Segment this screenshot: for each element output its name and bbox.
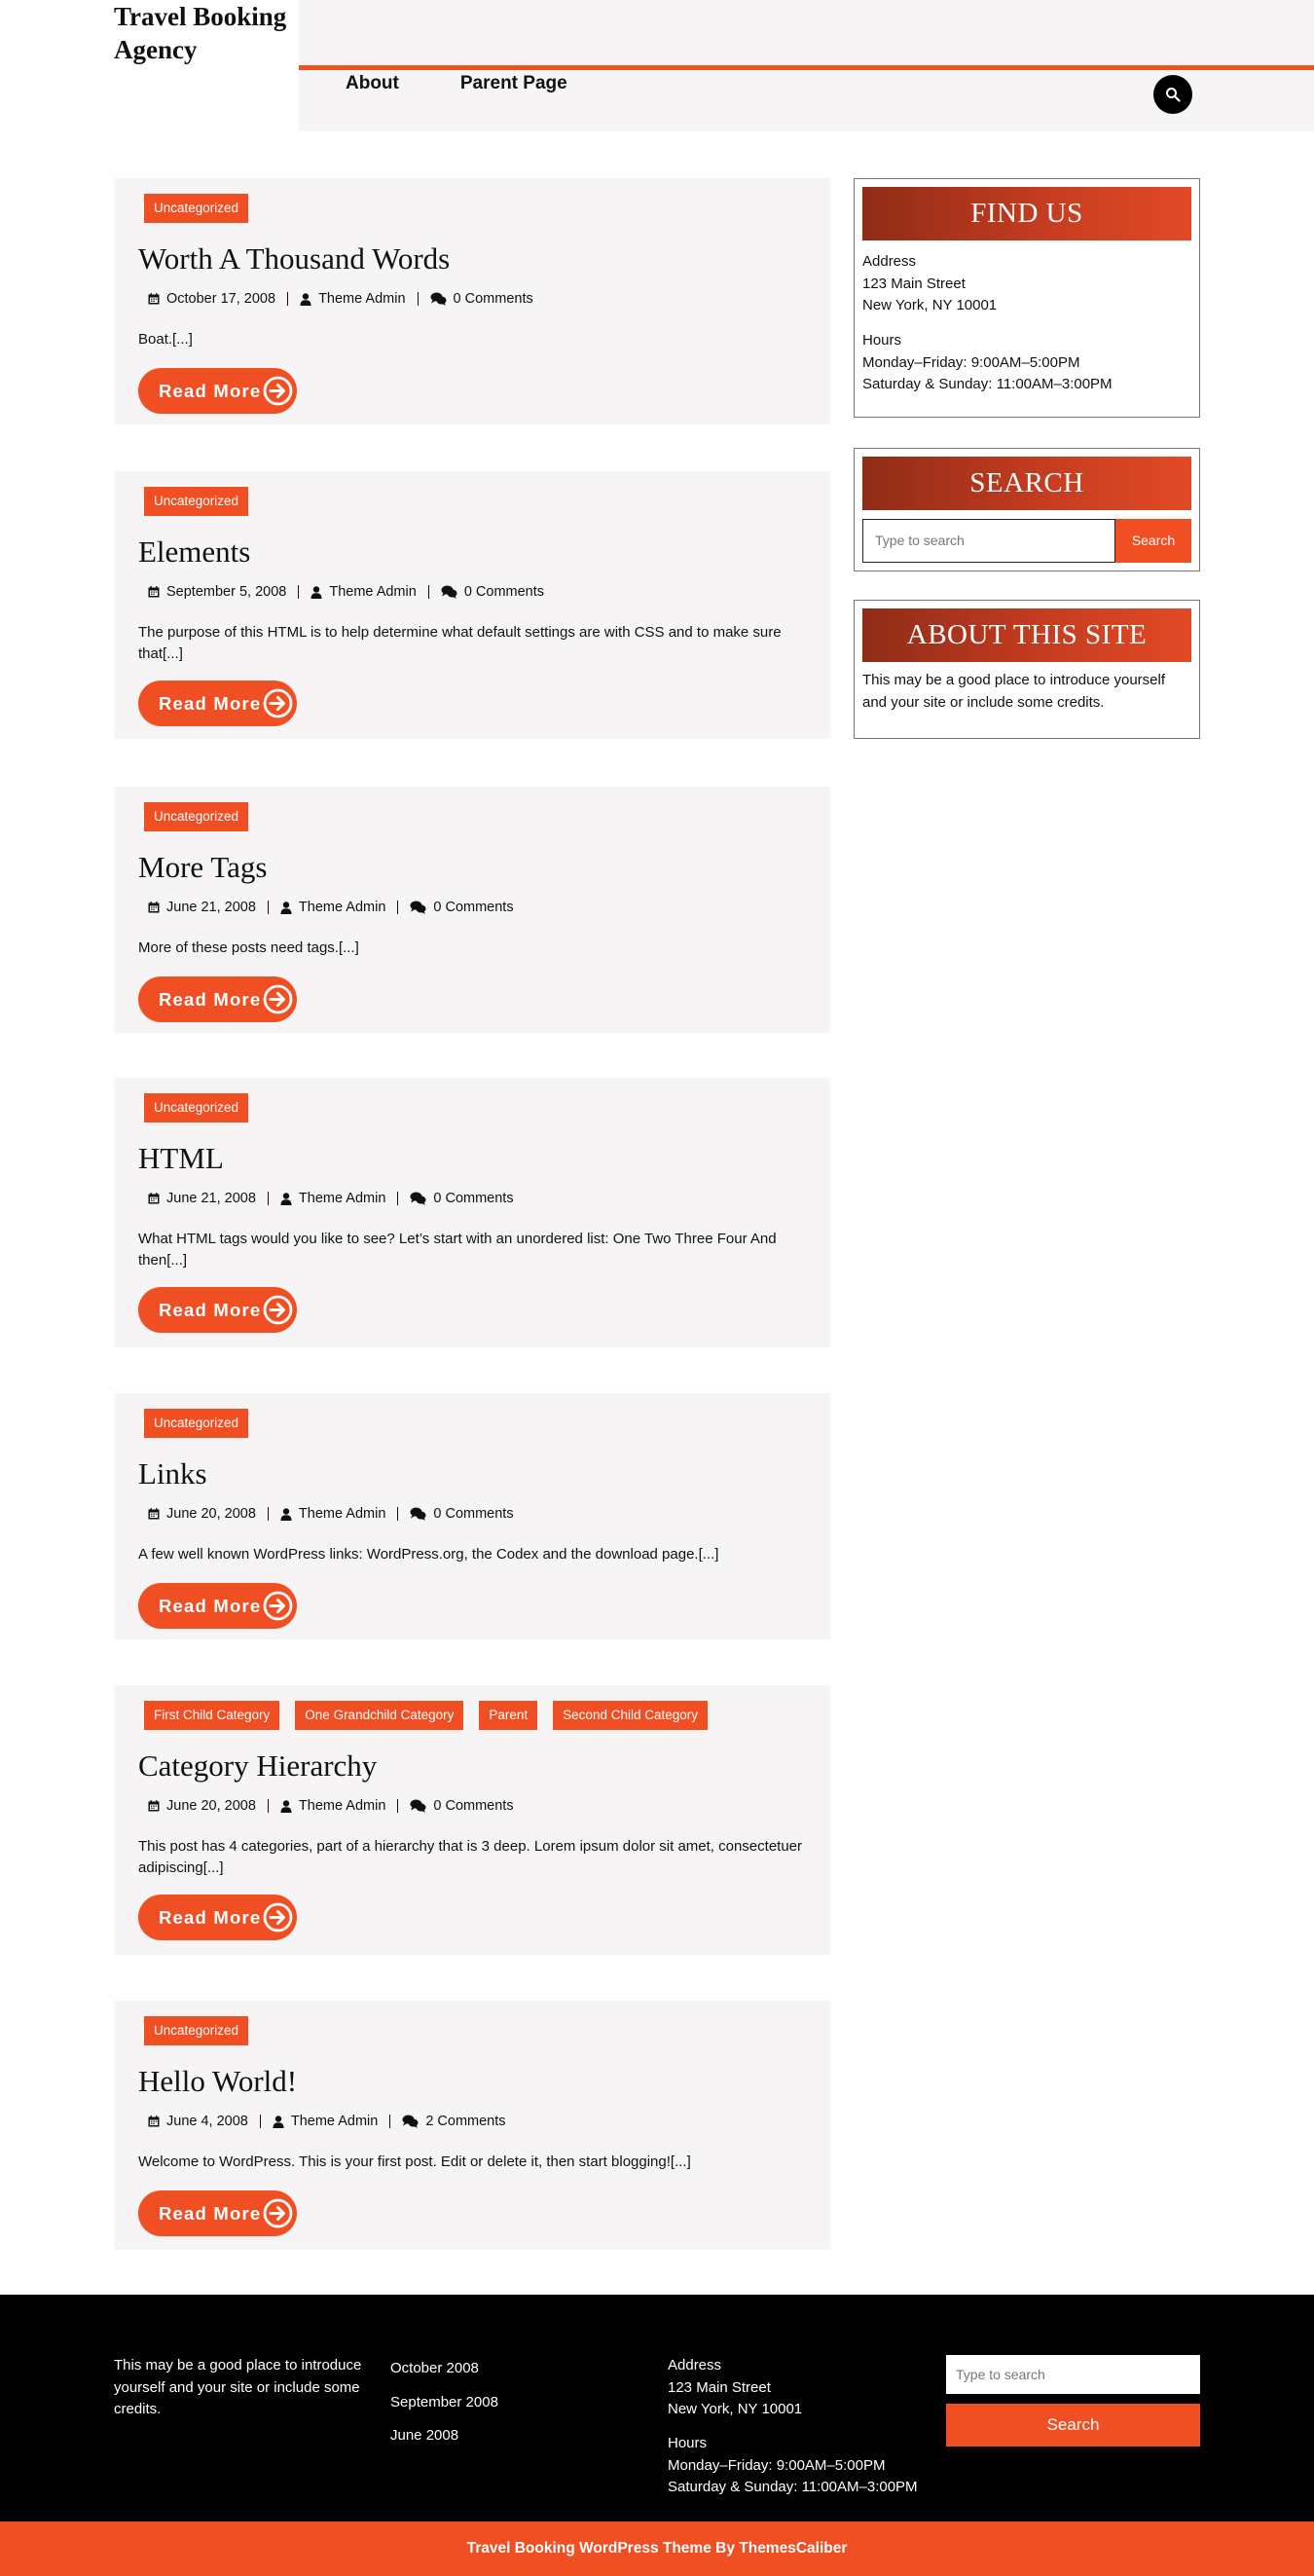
meta-divider [397,1507,398,1521]
post-categories [144,194,248,223]
read-more-button[interactable] [138,976,297,1022]
post-author[interactable]: Theme Admin [298,900,386,915]
post-date[interactable]: September 5, 2008 [166,584,287,600]
read-more-label: Read More [159,1906,262,1928]
hours-line: Saturday & Sunday: 11:00AM–3:00PM [862,376,1113,392]
read-more-label: Read More [159,988,262,1010]
category-badge[interactable]: Uncategorized [144,2016,248,2045]
meta-divider [397,901,398,914]
post-date[interactable]: June 20, 2008 [166,1798,256,1814]
post-author[interactable]: Theme Admin [298,1506,386,1522]
archive-link[interactable]: October 2008 [390,2360,479,2376]
post-comments[interactable]: 0 Comments [453,291,533,307]
hours-line: Saturday & Sunday: 11:00AM–3:00PM [668,2479,918,2495]
post-meta [148,1191,514,1206]
post-meta [148,291,533,307]
meta-divider [268,901,269,914]
post-card [114,471,830,739]
post-comments[interactable]: 2 Comments [425,2114,506,2129]
arrow-right-circle-icon [263,984,293,1014]
read-more-button[interactable] [138,368,297,414]
main-nav [346,73,567,94]
category-badge[interactable]: First Child Category [144,1701,279,1730]
read-more-label: Read More [159,2202,262,2224]
post-author[interactable]: Theme Admin [290,2114,379,2129]
comments-icon [402,2115,419,2128]
user-icon [273,2116,284,2128]
read-more-button[interactable] [138,1895,297,1940]
arrow-right-circle-icon [263,376,293,406]
widget-title: FIND US [862,187,1191,240]
nav-item-parent-page[interactable]: Parent Page [459,73,567,93]
meta-divider [428,585,429,599]
post-date[interactable]: October 17, 2008 [166,291,276,307]
footer-about-line: This may be a good place to introduce [114,2357,362,2374]
post-meta [148,2114,506,2129]
category-badge[interactable]: One Grandchild Category [295,1701,463,1730]
post-title[interactable]: Links [138,1456,207,1490]
calendar-icon [148,293,160,305]
post-comments[interactable]: 0 Comments [433,1506,514,1522]
post-author[interactable]: Theme Admin [318,291,406,307]
calendar-icon [148,1193,160,1204]
footer-search-button[interactable]: Search [946,2404,1200,2447]
read-more-label: Read More [159,692,262,714]
arrow-right-circle-icon [263,1591,293,1621]
address-label: Address [862,253,917,270]
post-date[interactable]: June 21, 2008 [166,1191,256,1206]
hours-label: Hours [862,332,902,349]
comments-icon [430,292,447,306]
comments-icon [410,1192,426,1205]
post-date[interactable]: June 20, 2008 [166,1506,256,1522]
post-card [114,2001,830,2250]
about-text-line: This may be a good place to introduce yourself [862,672,1166,688]
post-card [114,178,830,424]
footer-hours [668,2433,918,2499]
meta-divider [260,2115,261,2128]
header-search-button[interactable] [1153,75,1192,114]
calendar-icon [148,2116,160,2127]
footer-address [668,2355,802,2421]
post-comments[interactable]: 0 Comments [433,1798,514,1814]
calendar-icon [148,586,160,598]
read-more-button[interactable] [138,1287,297,1333]
category-badge[interactable]: Second Child Category [553,1701,708,1730]
footer-about [114,2355,361,2421]
post-excerpt: This post has 4 categories, part of a hierarchy that is 3 deep. Lorem ipsum dolor sit amet, consectetuer adipiscing[...] [138,1838,803,1876]
read-more-button[interactable] [138,1583,297,1629]
sidebar-search-input[interactable]: Type to search [862,519,1115,563]
arrow-right-circle-icon [263,688,293,718]
user-icon [310,586,322,599]
archive-link[interactable]: June 2008 [390,2427,459,2444]
search-icon [1165,87,1181,102]
hours-line: Monday–Friday: 9:00AM–5:00PM [668,2456,886,2474]
address-label: Address [668,2357,722,2374]
comments-icon [410,901,426,914]
user-icon [300,293,311,306]
post-categories [144,2016,248,2045]
footer-archives [390,2360,498,2461]
post-categories [144,1093,248,1122]
post-meta [148,1506,514,1522]
post-categories [144,802,248,831]
user-icon [280,1800,292,1813]
post-categories [144,1409,248,1438]
category-badge[interactable]: Uncategorized [144,1409,248,1438]
post-excerpt: A few well known WordPress links: WordPress.org, the Codex and the download page.[...] [138,1546,719,1563]
meta-divider [298,585,299,599]
post-card [114,1078,830,1347]
address-line: New York, NY 10001 [862,297,998,313]
arrow-right-circle-icon [263,1295,293,1325]
widget-title: SEARCH [862,457,1191,510]
post-meta [148,584,544,600]
sidebar-search-button[interactable]: Search [1115,519,1191,563]
calendar-icon [148,902,160,913]
header-accent-line [299,65,1314,70]
site-title[interactable]: Travel Booking Agency [114,2,287,64]
post-author[interactable]: Theme Admin [298,1191,386,1206]
user-icon [280,1193,292,1205]
find-us-widget [854,178,1200,418]
post-meta [148,1798,514,1814]
post-title[interactable]: Hello World! [138,2064,298,2098]
meta-divider [287,292,288,306]
nav-item-about[interactable]: About [346,73,399,93]
comments-icon [410,1507,426,1521]
category-badge[interactable]: Uncategorized [144,1093,248,1122]
footer-about-line: credits. [114,2401,162,2417]
post-comments[interactable]: 0 Comments [433,1191,514,1206]
read-more-label: Read More [159,1299,262,1320]
widget-title: ABOUT THIS SITE [862,608,1191,662]
meta-divider [268,1799,269,1813]
post-title[interactable]: Worth A Thousand Words [138,241,451,276]
user-icon [280,1508,292,1521]
meta-divider [268,1192,269,1205]
footer-about-line: yourself and your site or include some [114,2378,360,2396]
post-title[interactable]: Elements [138,534,251,569]
calendar-icon [148,1800,160,1812]
post-author[interactable]: Theme Admin [329,584,417,600]
read-more-label: Read More [159,380,262,401]
post-date[interactable]: June 21, 2008 [166,900,256,915]
hours-label: Hours [668,2435,708,2451]
post-comments[interactable]: 0 Comments [433,900,514,915]
address-line: 123 Main Street [668,2378,771,2396]
category-badge[interactable]: Uncategorized [144,194,248,223]
post-comments[interactable]: 0 Comments [463,584,545,600]
post-title[interactable]: Category Hierarchy [138,1748,378,1783]
address-line: New York, NY 10001 [668,2401,803,2417]
post-author[interactable]: Theme Admin [298,1798,386,1814]
about-widget [854,600,1200,739]
meta-divider [418,292,419,306]
comments-icon [441,585,457,599]
post-excerpt: What HTML tags would you like to see? Let’s start with an unordered list: One Two Three Four And then[...] [138,1231,777,1269]
category-badge[interactable]: Uncategorized [144,487,248,516]
footer-credit[interactable]: Travel Booking WordPress Theme By ThemesCaliber [0,2521,1314,2576]
arrow-right-circle-icon [263,1902,293,1932]
meta-divider [389,2115,390,2128]
hours-line: Monday–Friday: 9:00AM–5:00PM [862,353,1080,371]
calendar-icon [148,1508,160,1520]
read-more-button[interactable] [138,681,297,726]
footer-search-input[interactable]: Type to search [946,2355,1200,2394]
post-meta [148,900,514,915]
address-line: 123 Main Street [862,275,966,292]
about-text-line: and your site or include some credits. [862,693,1105,711]
search-widget [854,448,1200,571]
post-excerpt: Welcome to WordPress. This is your first post. Edit or delete it, then start blogging![...] [138,2153,691,2170]
category-badge[interactable]: Parent [479,1701,537,1730]
meta-divider [268,1507,269,1521]
post-categories [144,1701,708,1730]
read-more-label: Read More [159,1595,262,1616]
read-more-button[interactable] [138,2190,297,2236]
post-excerpt: More of these posts need tags.[...] [138,939,359,956]
user-icon [280,902,292,914]
category-badge[interactable]: Uncategorized [144,802,248,831]
meta-divider [397,1799,398,1813]
post-title[interactable]: HTML [138,1141,224,1175]
post-excerpt: Boat.[...] [138,331,193,348]
post-categories [144,487,248,516]
comments-icon [410,1799,426,1813]
post-card [114,787,830,1033]
post-card [114,1393,830,1639]
arrow-right-circle-icon [263,2198,293,2228]
archive-link[interactable]: September 2008 [390,2393,498,2410]
post-date[interactable]: June 4, 2008 [166,2114,248,2129]
meta-divider [397,1192,398,1205]
post-card [114,1685,830,1955]
post-excerpt: The purpose of this HTML is to help determine what default settings are with CSS and to make sure that[...] [138,624,782,662]
post-title[interactable]: More Tags [138,850,268,884]
